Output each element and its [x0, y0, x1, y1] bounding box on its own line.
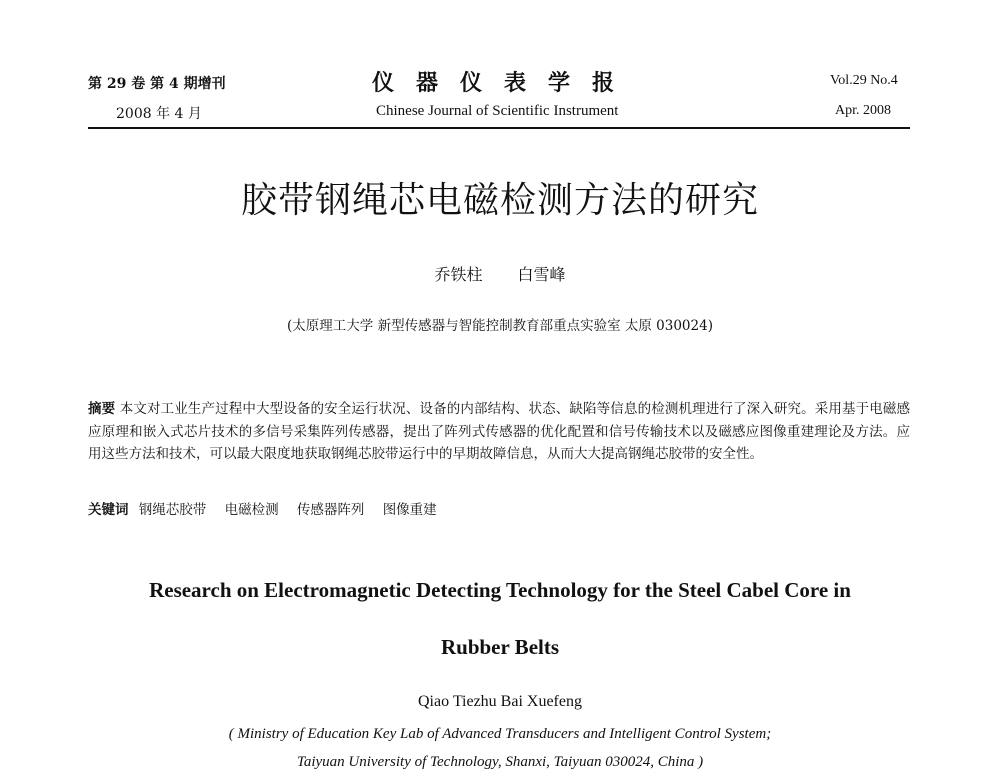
paper-title-en-line: Rubber Belts — [440, 635, 560, 659]
header-rule — [88, 127, 910, 129]
keyword: 图像重建 — [382, 502, 437, 518]
author-cn: 乔铁柱 — [434, 265, 483, 284]
author-cn: 白雪峰 — [517, 265, 566, 284]
keyword: 钢绳芯胶带 — [138, 502, 207, 518]
journal-title-en: Chinese Journal of Scientific Instrument — [376, 103, 619, 119]
abstract-label: 摘要 — [88, 401, 116, 417]
authors-cn — [0, 262, 1000, 285]
journal-title-cn: 仪器仪表学报 — [372, 70, 637, 96]
abstract-text: 本文对工业生产过程中大型设备的安全运行状况、设备的内部结构、状态、缺陷等信息的检测机理进行了深入研究。采用基于电磁感应原理和嵌入式芯片技术的多信号采集阵列传感器，提出了阵列式传感器的优化配置和信号传输技术以及磁感应图像重建理论及方法。应用这些方法和技术，可以最大限度地获取钢绳芯胶带运行中的早期故障信息，从而大大提高钢绳芯胶带的安全性。 — [88, 401, 911, 462]
date-cn: 2008 年 4 月 — [116, 106, 202, 122]
abstract — [88, 398, 910, 466]
date-en: Apr. 2008 — [835, 103, 891, 118]
volume-issue-en: Vol.29 No.4 — [830, 73, 898, 88]
keyword: 电磁检测 — [224, 502, 279, 518]
keywords — [88, 498, 910, 518]
affiliation-en-line: Taiyuan University of Technology, Shanxi, Taiyuan 030024, China ) — [296, 754, 704, 770]
paper-title-cn: 胶带钢绳芯电磁检测方法的研究 — [240, 180, 759, 221]
authors-en: Qiao Tiezhu Bai Xuefeng — [418, 693, 582, 710]
paper-title-en — [0, 562, 1000, 676]
keyword: 传感器阵列 — [296, 502, 365, 518]
affiliation-en-line: ( Ministry of Education Key Lab of Advanced Transducers and Intelligent Control System; — [228, 726, 772, 742]
affiliation-cn: (太原理工大学 新型传感器与智能控制教育部重点实验室 太原 030024) — [287, 318, 713, 334]
affiliation-en — [0, 720, 1000, 776]
paper-title-en-line: Research on Electromagnetic Detecting Technology for the Steel Cabel Core in — [149, 578, 851, 602]
keywords-label: 关键词 — [88, 502, 129, 518]
volume-issue-cn: 第 29 卷 第 4 期增刊 — [88, 76, 226, 92]
